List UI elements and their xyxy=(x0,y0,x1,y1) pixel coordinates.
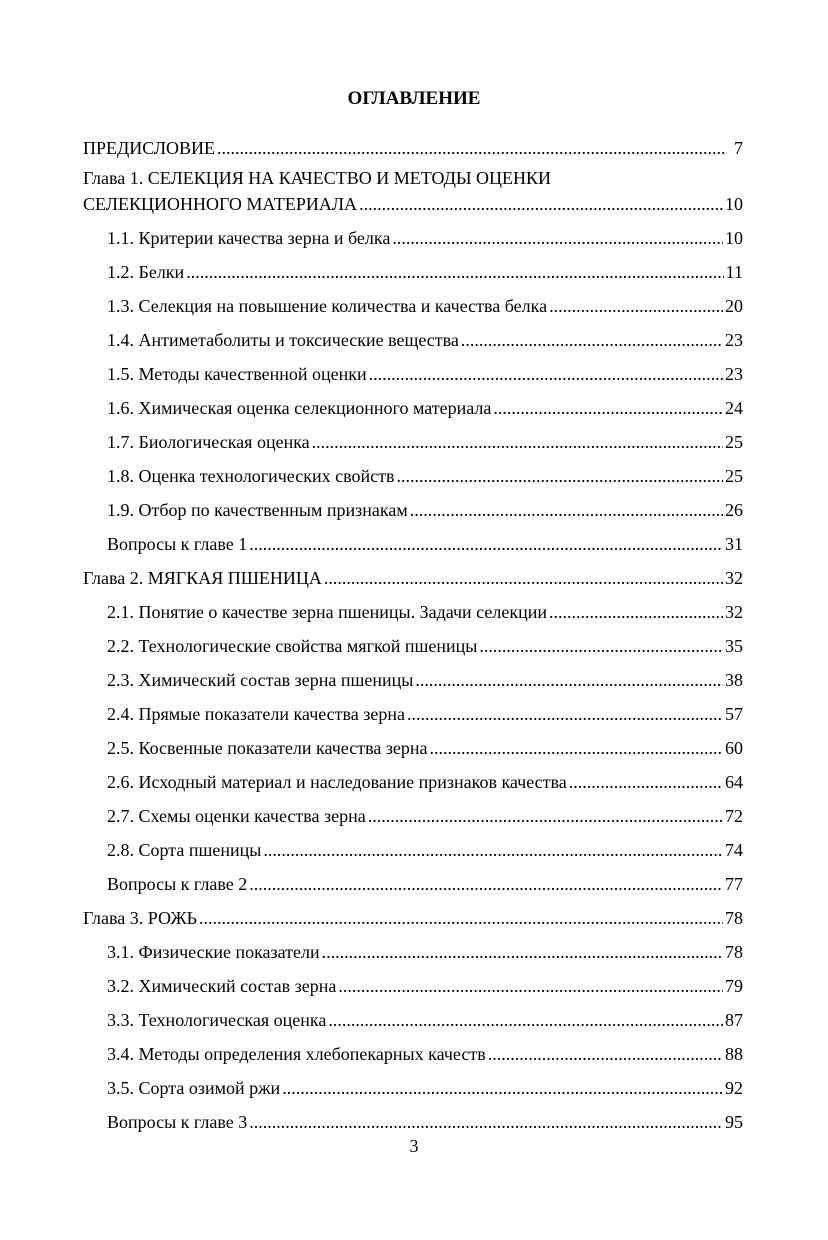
toc-entry-page: 25 xyxy=(725,466,743,486)
toc-entry-page: 11 xyxy=(725,262,743,282)
toc-entry-page: 72 xyxy=(725,806,743,826)
toc-entry-chapter-2[interactable] xyxy=(83,561,743,595)
toc-entry-title-line2: СЕЛЕКЦИОННОГО МАТЕРИАЛА xyxy=(83,194,358,214)
toc-entry-page: 57 xyxy=(725,704,743,724)
toc-entry-section-1-1[interactable] xyxy=(83,221,743,255)
toc-entry-section-1-7[interactable] xyxy=(83,425,743,459)
toc-entry-page: 95 xyxy=(725,1112,743,1132)
dot-leader xyxy=(328,1010,723,1031)
toc-entry-page: 88 xyxy=(725,1044,743,1064)
dot-leader xyxy=(186,262,723,283)
dot-leader xyxy=(249,534,723,555)
dot-leader xyxy=(324,568,723,589)
toc-entry-page: 87 xyxy=(725,1010,743,1030)
toc-entry-section-1-9[interactable] xyxy=(83,493,743,527)
toc-entry-questions-2[interactable] xyxy=(83,867,743,901)
toc-entry-title: 2.1. Понятие о качестве зерна пшеницы. Задачи селекции xyxy=(107,602,547,622)
toc-entry-title: Вопросы к главе 2 xyxy=(107,874,248,894)
dot-leader xyxy=(217,138,727,159)
toc-entry-chapter-3[interactable] xyxy=(83,901,743,935)
toc-entry-page: 23 xyxy=(725,330,743,350)
dot-leader xyxy=(359,194,723,215)
toc-entry-title: 3.1. Физические показатели xyxy=(107,942,320,962)
toc-entry-page: 60 xyxy=(725,738,743,758)
dot-leader xyxy=(368,806,723,827)
toc-entry-section-1-8[interactable] xyxy=(83,459,743,493)
dot-leader xyxy=(493,398,723,419)
toc-entry-page: 38 xyxy=(725,670,743,690)
toc-entry-page: 32 xyxy=(725,602,743,622)
dot-leader xyxy=(338,976,723,997)
toc-entry-section-2-1[interactable] xyxy=(83,595,743,629)
toc-entry-section-2-2[interactable] xyxy=(83,629,743,663)
toc-entry-title: 1.1. Критерии качества зерна и белка xyxy=(107,228,391,248)
toc-entry-page: 26 xyxy=(725,500,743,520)
toc-entry-page: 24 xyxy=(725,398,743,418)
toc-entry-title: 1.8. Оценка технологических свойств xyxy=(107,466,395,486)
toc-entry-title: 2.6. Исходный материал и наследование признаков качества xyxy=(107,772,567,792)
toc-entry-section-2-5[interactable] xyxy=(83,731,743,765)
toc-entry-section-3-1[interactable] xyxy=(83,935,743,969)
dot-leader xyxy=(569,772,723,793)
toc-entry-page: 10 xyxy=(725,194,743,214)
toc-entry-title: Вопросы к главе 1 xyxy=(107,534,248,554)
dot-leader xyxy=(461,330,723,351)
toc-entry-title: 2.8. Сорта пшеницы xyxy=(107,840,262,860)
dot-leader xyxy=(549,296,723,317)
toc-entry-title: 1.6. Химическая оценка селекционного материала xyxy=(107,398,492,418)
toc-entry-title: 2.3. Химический состав зерна пшеницы xyxy=(107,670,414,690)
dot-leader xyxy=(282,1078,723,1099)
toc-entry-page: 10 xyxy=(725,228,743,248)
toc-entry-section-2-3[interactable] xyxy=(83,663,743,697)
toc-entry-title: Глава 2. МЯГКАЯ ПШЕНИЦА xyxy=(83,568,322,588)
dot-leader xyxy=(430,738,723,759)
toc-entry-section-2-4[interactable] xyxy=(83,697,743,731)
dot-leader xyxy=(479,636,723,657)
dot-leader xyxy=(415,670,723,691)
toc-entry-page: 32 xyxy=(725,568,743,588)
toc-entry-chapter-1[interactable] xyxy=(83,165,743,221)
toc-entry-page: 74 xyxy=(725,840,743,860)
dot-leader xyxy=(549,602,723,623)
toc-entry-title: ПРЕДИСЛОВИЕ xyxy=(83,138,216,158)
toc-entry-section-1-3[interactable] xyxy=(83,289,743,323)
page-number: 3 xyxy=(409,1136,419,1156)
dot-leader xyxy=(392,228,723,249)
toc-entry-title: 2.2. Технологические свойства мягкой пшеницы xyxy=(107,636,478,656)
toc-entry-section-1-5[interactable] xyxy=(83,357,743,391)
toc-entry-title: 1.4. Антиметаболиты и токсические вещества xyxy=(107,330,459,350)
toc-entry-section-1-2[interactable] xyxy=(83,255,743,289)
dot-leader xyxy=(488,1044,723,1065)
toc-entry-title: 3.5. Сорта озимой ржи xyxy=(107,1078,281,1098)
toc-entry-title: 1.7. Биологическая оценка xyxy=(107,432,310,452)
toc-entry-section-2-6[interactable] xyxy=(83,765,743,799)
dot-leader xyxy=(312,432,723,453)
toc-entry-title: Вопросы к главе 3 xyxy=(107,1112,248,1132)
toc-entry-page: 78 xyxy=(725,908,743,928)
toc-entry-title-line1: Глава 1. СЕЛЕКЦИЯ НА КАЧЕСТВО И МЕТОДЫ ОЦЕНКИ xyxy=(83,168,552,188)
toc-entry-page: 79 xyxy=(725,976,743,996)
dot-leader xyxy=(369,364,723,385)
toc-entry-questions-1[interactable] xyxy=(83,527,743,561)
dot-leader xyxy=(396,466,723,487)
toc-entry-title: 3.2. Химический состав зерна xyxy=(107,976,337,996)
table-of-contents xyxy=(83,131,743,1139)
dot-leader xyxy=(249,874,723,895)
toc-entry-section-2-7[interactable] xyxy=(83,799,743,833)
dot-leader xyxy=(199,908,723,929)
toc-entry-section-2-8[interactable] xyxy=(83,833,743,867)
dot-leader xyxy=(410,500,723,521)
dot-leader xyxy=(263,840,723,861)
dot-leader xyxy=(249,1112,723,1133)
toc-entry-preface[interactable] xyxy=(83,131,743,165)
toc-entry-page: 35 xyxy=(725,636,743,656)
toc-entry-section-3-5[interactable] xyxy=(83,1071,743,1105)
toc-entry-title: 3.4. Методы определения хлебопекарных качеств xyxy=(107,1044,486,1064)
toc-entry-section-3-2[interactable] xyxy=(83,969,743,1003)
toc-entry-page: 20 xyxy=(725,296,743,316)
toc-entry-title: 2.5. Косвенные показатели качества зерна xyxy=(107,738,428,758)
dot-leader xyxy=(322,942,723,963)
toc-entry-title: 1.3. Селекция на повышение количества и качества белка xyxy=(107,296,548,316)
toc-entry-section-1-4[interactable] xyxy=(83,323,743,357)
toc-entry-title: 3.3. Технологическая оценка xyxy=(107,1010,327,1030)
toc-entry-title: Глава 3. РОЖЬ xyxy=(83,908,198,928)
toc-entry-page: 77 xyxy=(725,874,743,894)
toc-entry-questions-3[interactable] xyxy=(83,1105,743,1139)
toc-entry-title: 2.4. Прямые показатели качества зерна xyxy=(107,704,406,724)
toc-entry-section-3-3[interactable] xyxy=(83,1003,743,1037)
dot-leader xyxy=(407,704,723,725)
toc-entry-page: 23 xyxy=(725,364,743,384)
toc-entry-page: 92 xyxy=(725,1078,743,1098)
toc-entry-page: 7 xyxy=(734,138,743,158)
toc-entry-page: 25 xyxy=(725,432,743,452)
toc-entry-title: 2.7. Схемы оценки качества зерна xyxy=(107,806,366,826)
toc-entry-title: 1.5. Методы качественной оценки xyxy=(107,364,367,384)
toc-entry-title: 1.9. Отбор по качественным признакам xyxy=(107,500,408,520)
toc-entry-page: 78 xyxy=(725,942,743,962)
toc-entry-page: 64 xyxy=(725,772,743,792)
toc-entry-section-3-4[interactable] xyxy=(83,1037,743,1071)
toc-entry-title: 1.2. Белки xyxy=(107,262,185,282)
toc-entry-page: 31 xyxy=(725,534,743,554)
page-title: ОГЛАВЛЕНИЕ xyxy=(347,88,481,109)
toc-entry-section-1-6[interactable] xyxy=(83,391,743,425)
